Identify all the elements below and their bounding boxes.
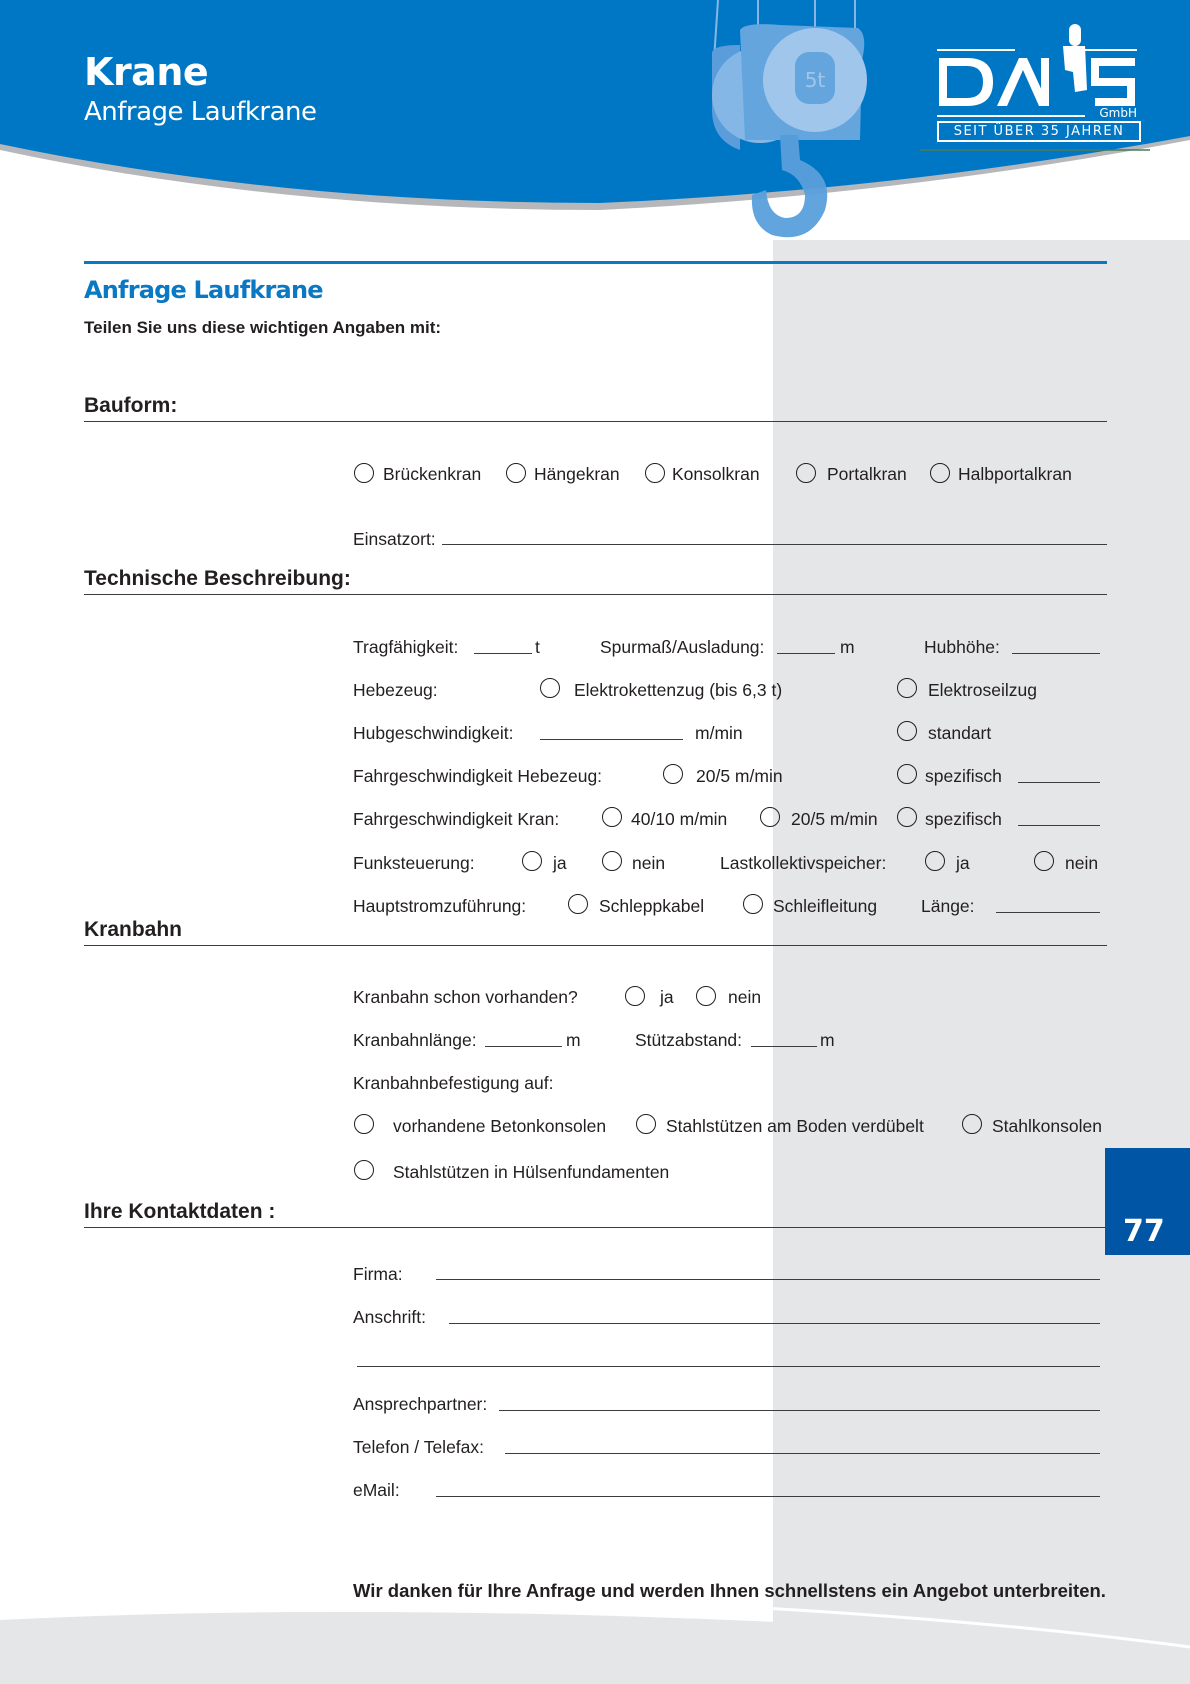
radio-huelsenfundamente[interactable] <box>354 1160 374 1180</box>
radio-stahlkonsolen[interactable] <box>962 1114 982 1134</box>
radio-brueckenkran[interactable] <box>354 463 374 483</box>
tragfaehigkeit-field[interactable] <box>474 653 532 654</box>
anschrift-field[interactable] <box>449 1323 1100 1324</box>
radio-halbportalkran[interactable] <box>930 463 950 483</box>
kranbahnlaenge-unit: m <box>566 1030 581 1050</box>
radio-schleppkabel[interactable] <box>568 894 588 914</box>
gray-side-panel <box>773 240 1190 1684</box>
radio-vorhanden-nein[interactable] <box>696 986 716 1006</box>
tragfaehigkeit-label: Tragfähigkeit: <box>353 637 459 657</box>
hebezeug-label: Hebezeug: <box>353 680 438 700</box>
section-rule <box>84 1227 1105 1228</box>
radio-funk-ja[interactable] <box>522 851 542 871</box>
spurmass-field[interactable] <box>777 653 835 654</box>
company-logo <box>935 20 1145 145</box>
section-technisch-title: Technische Beschreibung: <box>84 567 351 590</box>
thanks-message: Wir danken für Ihre Anfrage und werden Ihnen schnellstens ein Angebot unterbreiten. <box>353 1580 1106 1601</box>
radio-vorhanden-ja[interactable] <box>625 986 645 1006</box>
option-label: ja <box>956 853 970 873</box>
radio-fahr-hebezeug-spezifisch[interactable] <box>897 764 917 784</box>
section-rule <box>84 421 1107 422</box>
anschrift-label: Anschrift: <box>353 1307 426 1327</box>
option-label: Schleifleitung <box>773 896 878 916</box>
option-label: 20/5 m/min <box>696 766 783 786</box>
stuetzabstand-unit: m <box>820 1030 835 1050</box>
option-label: Portalkran <box>827 464 907 484</box>
option-label: Halbportalkran <box>958 464 1072 484</box>
option-label: Elektroseilzug <box>928 680 1037 700</box>
option-label: 40/10 m/min <box>631 809 728 829</box>
telefon-label: Telefon / Telefax: <box>353 1437 485 1457</box>
ansprechpartner-field[interactable] <box>499 1410 1100 1411</box>
radio-standart[interactable] <box>897 721 917 741</box>
tragfaehigkeit-unit: t <box>535 637 540 657</box>
vorhanden-label: Kranbahn schon vorhanden? <box>353 987 578 1007</box>
footer-curve <box>0 1600 1190 1684</box>
radio-elektrokettenzug[interactable] <box>540 678 560 698</box>
page-number-tab <box>1105 1148 1190 1255</box>
last-label: Lastkollektivspeicher: <box>720 853 887 873</box>
option-label: nein <box>728 987 762 1007</box>
radio-fahr-hebezeug-20-5[interactable] <box>663 764 683 784</box>
option-label: spezifisch <box>925 809 1002 829</box>
section-bauform-title: Bauform: <box>84 394 178 417</box>
section-divider <box>84 261 1107 264</box>
spurmass-label: Spurmaß/Ausladung: <box>600 637 765 657</box>
radio-funk-nein[interactable] <box>602 851 622 871</box>
laenge-field[interactable] <box>996 912 1100 913</box>
option-label: spezifisch <box>925 766 1002 786</box>
funk-label: Funksteuerung: <box>353 853 475 873</box>
radio-last-ja[interactable] <box>925 851 945 871</box>
firma-label: Firma: <box>353 1264 403 1284</box>
option-label: Stahlstützen in Hülsenfundamenten <box>393 1162 670 1182</box>
option-label: nein <box>632 853 666 873</box>
radio-fahr-kran-spezifisch[interactable] <box>897 807 917 827</box>
option-label: Brückenkran <box>383 464 482 484</box>
fahr-kran-label: Fahrgeschwindigkeit Kran: <box>353 809 560 829</box>
option-label: ja <box>660 987 674 1007</box>
option-label: Hängekran <box>534 464 620 484</box>
radio-konsolkran[interactable] <box>645 463 665 483</box>
radio-fahr-kran-40-10[interactable] <box>602 807 622 827</box>
section-rule <box>84 594 1107 595</box>
form-intro: Teilen Sie uns diese wichtigen Angaben mit: <box>84 318 442 337</box>
option-label: 20/5 m/min <box>791 809 878 829</box>
kranbahnlaenge-label: Kranbahnlänge: <box>353 1030 477 1050</box>
befestigung-label: Kranbahnbefestigung auf: <box>353 1073 554 1093</box>
stuetzabstand-label: Stützabstand: <box>635 1030 743 1050</box>
option-label: vorhandene Betonkonsolen <box>393 1116 607 1136</box>
hubgeschw-unit: m/min <box>695 723 743 743</box>
spurmass-unit: m <box>840 637 855 657</box>
firma-field[interactable] <box>436 1279 1100 1280</box>
logo-tagline: SEIT ÜBER 35 JAHREN <box>937 121 1141 142</box>
option-label: ja <box>553 853 567 873</box>
page-number: 77 <box>1123 1214 1165 1249</box>
option-label: Elektrokettenzug (bis 6,3 t) <box>574 680 783 700</box>
email-label: eMail: <box>353 1480 400 1500</box>
section-rule <box>84 945 1107 946</box>
option-label: Stahlstützen am Boden verdübelt <box>666 1116 924 1136</box>
header-title: Krane <box>84 50 209 94</box>
radio-schleifleitung[interactable] <box>743 894 763 914</box>
radio-fahr-kran-20-5[interactable] <box>760 807 780 827</box>
fahr-kran-spezifisch-field[interactable] <box>1018 825 1100 826</box>
radio-elektroseilzug[interactable] <box>897 678 917 698</box>
hubhoehe-label: Hubhöhe: <box>924 637 1000 657</box>
fahr-hebezeug-label: Fahrgeschwindigkeit Hebezeug: <box>353 766 603 786</box>
section-kontakt-title: Ihre Kontaktdaten : <box>84 1200 276 1223</box>
telefon-field[interactable] <box>505 1453 1100 1454</box>
radio-portalkran[interactable] <box>796 463 816 483</box>
stuetzabstand-field[interactable] <box>751 1046 817 1047</box>
laenge-label: Länge: <box>921 896 975 916</box>
hubgeschw-field[interactable] <box>540 739 683 740</box>
section-kranbahn-title: Kranbahn <box>84 918 183 941</box>
option-label: nein <box>1065 853 1099 873</box>
option-label: Stahlkonsolen <box>992 1116 1102 1136</box>
fahr-hebezeug-spezifisch-field[interactable] <box>1018 782 1100 783</box>
form-heading: Anfrage Laufkrane <box>84 276 323 304</box>
radio-betonkonsolen[interactable] <box>354 1114 374 1134</box>
header-subtitle: Anfrage Laufkrane <box>84 97 317 127</box>
radio-haengekran[interactable] <box>506 463 526 483</box>
strom-label: Hauptstromzuführung: <box>353 896 527 916</box>
hubgeschw-label: Hubgeschwindigkeit: <box>353 723 514 743</box>
hook-badge-text: 5t <box>804 68 826 92</box>
option-label: Schleppkabel <box>599 896 705 916</box>
einsatzort-field[interactable] <box>442 544 1107 545</box>
kranbahnlaenge-field[interactable] <box>485 1046 562 1047</box>
ansprechpartner-label: Ansprechpartner: <box>353 1394 488 1414</box>
radio-last-nein[interactable] <box>1034 851 1054 871</box>
option-label: standart <box>928 723 992 743</box>
einsatzort-label: Einsatzort: <box>353 529 436 549</box>
radio-stahlstuetzen-boden[interactable] <box>636 1114 656 1134</box>
hubhoehe-field[interactable] <box>1012 653 1100 654</box>
anschrift-field-line2[interactable] <box>357 1366 1100 1367</box>
option-label: Konsolkran <box>672 464 760 484</box>
logo-gmbh: GmbH <box>1099 106 1137 120</box>
email-field[interactable] <box>436 1496 1100 1497</box>
